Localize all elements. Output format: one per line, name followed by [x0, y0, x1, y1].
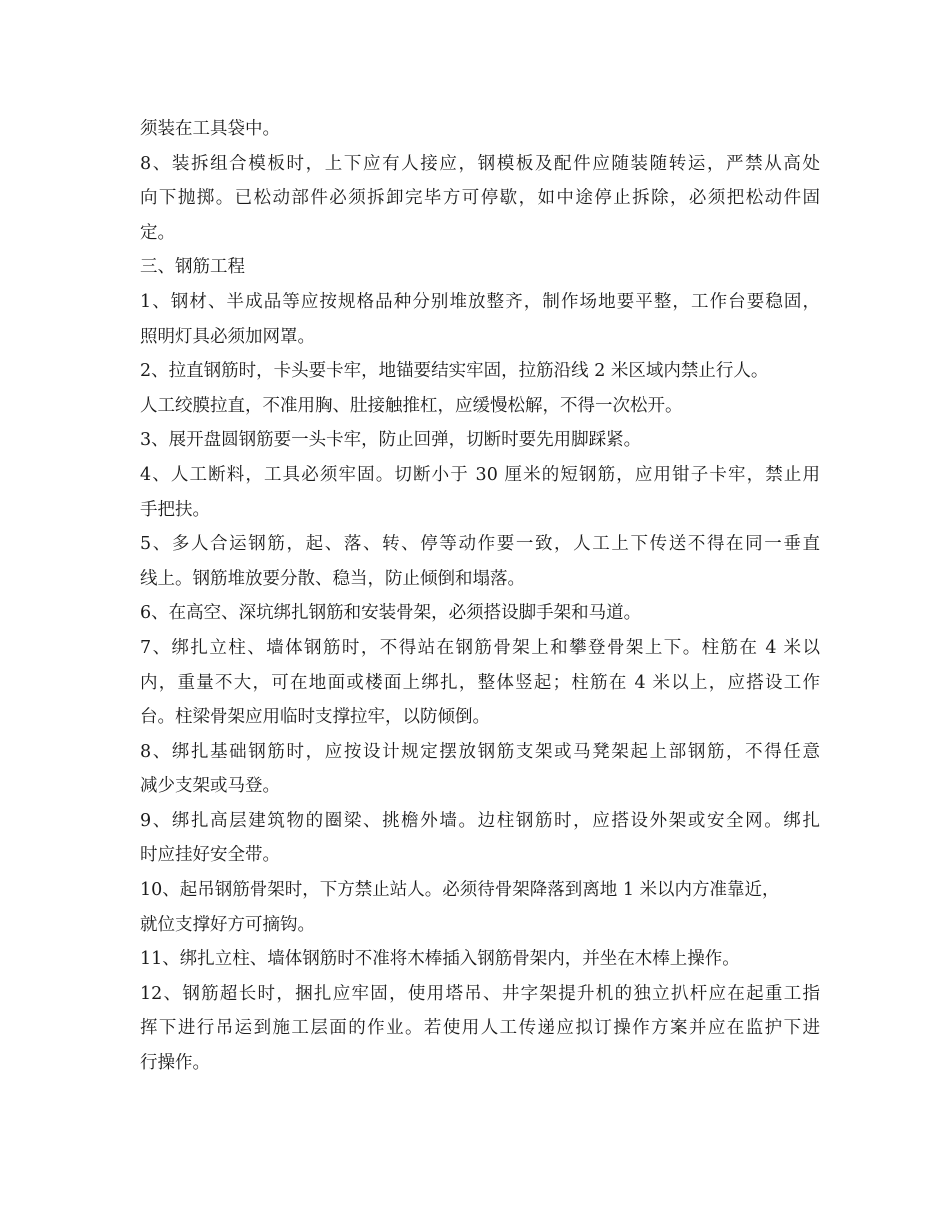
text-line: 照明灯具必须加网罩。	[140, 326, 315, 347]
text-line: 台。柱梁骨架应用临时支撑拉牢，以防倾倒。	[140, 707, 490, 728]
section-heading: 三、钢筋工程	[140, 257, 245, 278]
text-line: 12、钢筋超长时，捆扎应牢固，使用塔吊、井字架提升机的独立扒杆应在起重工指	[140, 983, 820, 1004]
document-body	[140, 112, 820, 1081]
text-line: 3、展开盘圆钢筋要一头卡牢，防止回弹，切断时要先用脚踩紧。	[140, 430, 642, 451]
text-line: 定。	[140, 222, 175, 243]
text-line: 4、人工断料，工具必须牢固。切断小于 30 厘米的短钢筋，应用钳子卡牢，禁止用	[140, 464, 820, 485]
text-line: 7、绑扎立柱、墙体钢筋时，不得站在钢筋骨架上和攀登骨架上下。柱筋在 4 米以	[140, 637, 820, 658]
text-line: 向下抛掷。已松动部件必须拆卸完毕方可停歇，如中途停止拆除，必须把松动件固	[140, 188, 820, 209]
text-line: 手把扶。	[140, 499, 210, 520]
text-line: 人工绞膜拉直，不准用胸、肚接触推杠，应缓慢松解，不得一次松开。	[140, 395, 683, 416]
text-line: 须装在工具袋中。	[140, 119, 280, 139]
text-line: 5、多人合运钢筋，起、落、转、停等动作要一致，人工上下传送不得在同一垂直	[140, 534, 820, 555]
text-line: 9、绑扎高层建筑物的圈梁、挑檐外墙。边柱钢筋时，应搭设外架或安全网。绑扎	[140, 810, 820, 831]
text-line: 2、拉直钢筋时，卡头要卡牢，地锚要结实牢固，拉筋沿线 2 米区域内禁止行人。	[140, 361, 769, 382]
text-line: 10、起吊钢筋骨架时，下方禁止站人。必须待骨架降落到离地 1 米以内方准靠近，	[140, 880, 780, 901]
text-line: 就位支撑好方可摘钩。	[140, 914, 315, 935]
text-line: 挥下进行吊运到施工层面的作业。若使用人工传递应拟订操作方案并应在监护下进	[140, 1018, 820, 1039]
text-line: 6、在高空、深坑绑扎钢筋和安装骨架，必须搭设脚手架和马道。	[140, 603, 642, 624]
text-line: 1、钢材、半成品等应按规格品种分别堆放整齐，制作场地要平整，工作台要稳固，	[140, 291, 820, 312]
text-line: 时应挂好安全带。	[140, 845, 280, 866]
text-line: 8、装拆组合模板时，上下应有人接应，钢模板及配件应随装随转运，严禁从高处	[140, 153, 820, 174]
text-line: 8、绑扎基础钢筋时，应按设计规定摆放钢筋支架或马凳架起上部钢筋，不得任意	[140, 741, 820, 762]
text-line: 线上。钢筋堆放要分散、稳当，防止倾倒和塌落。	[140, 568, 525, 589]
text-line: 减少支架或马登。	[140, 776, 280, 797]
text-line: 11、绑扎立柱、墙体钢筋时不准将木棒插入钢筋骨架内，并坐在木棒上操作。	[140, 949, 740, 970]
text-line: 行操作。	[140, 1053, 210, 1074]
text-line: 内，重量不大，可在地面或楼面上绑扎，整体竖起；柱筋在 4 米以上，应搭设工作	[140, 672, 820, 693]
